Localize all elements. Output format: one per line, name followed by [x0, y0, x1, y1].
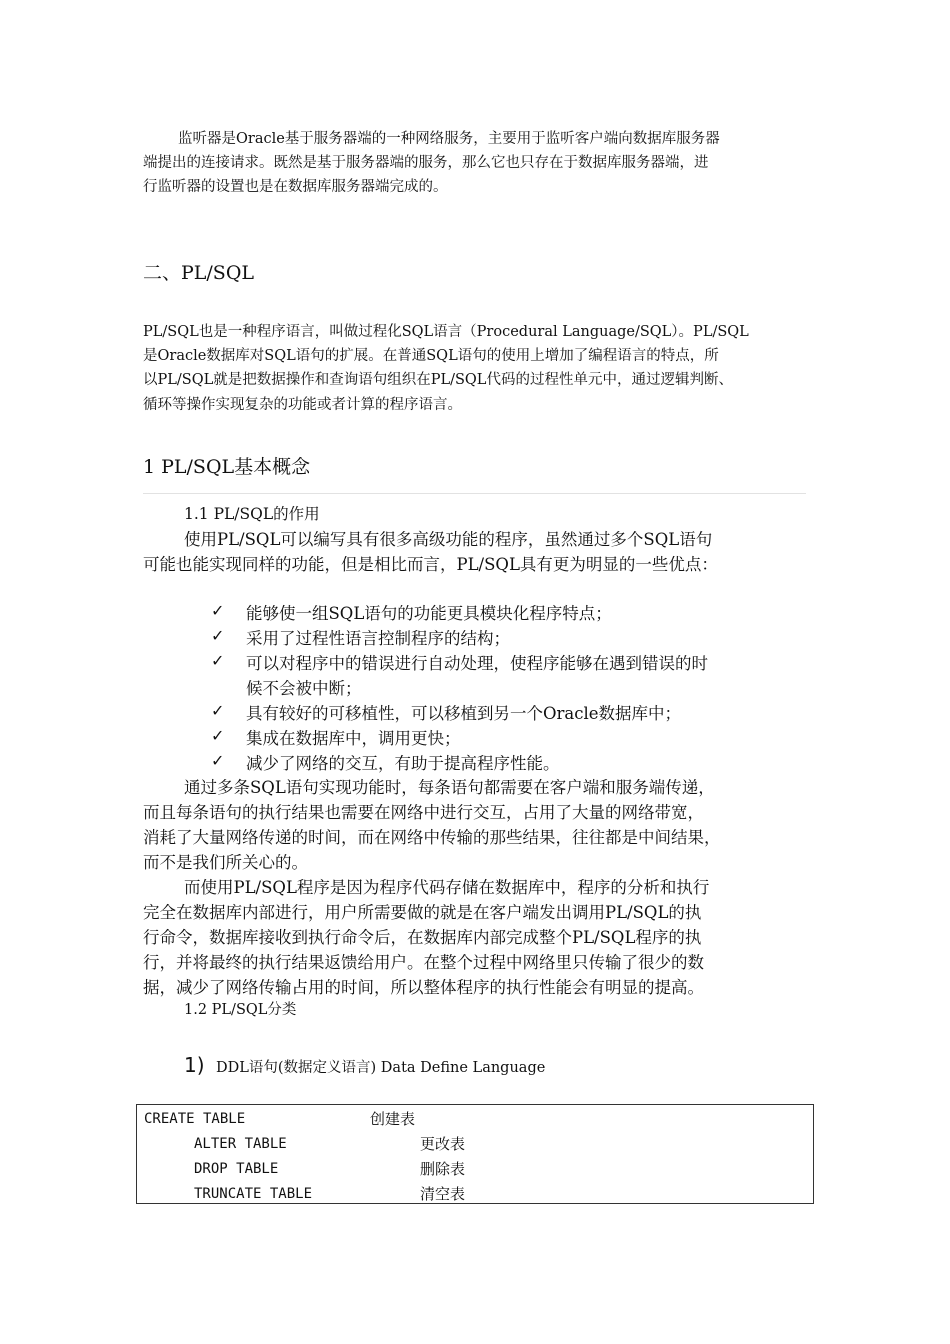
plsql-line-3: 以PL/SQL就是把数据操作和查询语句组织在PL/SQL代码的过程性单元中，通过逻辑判断、: [143, 372, 733, 388]
subheading-role: 1.1 PL/SQL的作用: [184, 505, 320, 523]
para2-line-4: 行，并将最终的执行结果返馈给用户。在整个过程中网络里只传输了很少的数: [143, 953, 704, 972]
para1-line-3: 消耗了大量网络传递的时间，而在网络中传输的那些结果，往往都是中间结果，: [143, 828, 721, 847]
para2-line-2: 完全在数据库内部进行，用户所需要做的就是在客户端发出调用PL/SQL的执: [143, 903, 702, 922]
para2-line-3: 行命令，数据库接收到执行命令后，在数据库内部完成整个PL/SQL程序的执: [143, 928, 702, 947]
ddl-command: TRUNCATE TABLE: [194, 1186, 313, 1202]
check-icon: ✓: [211, 651, 225, 670]
section-divider: [143, 493, 806, 494]
role-intro-line-2: 可能也能实现同样的功能，但是相比而言，PL/SQL具有更为明显的一些优点：: [143, 555, 718, 574]
intro-line-1: 监听器是Oracle基于服务器端的一种网络服务，主要用于监听客户端向数据库服务器: [178, 131, 720, 147]
advantage-item-3: 可以对程序中的错误进行自动处理，使程序能够在遇到错误的时: [246, 654, 708, 673]
plsql-line-1: PL/SQL也是一种程序语言，叫做过程化SQL语言（Procedural Language/SQL）。PL/SQL: [143, 324, 749, 340]
check-icon: ✓: [211, 726, 225, 745]
section-heading-basic-concepts: 1 PL/SQL基本概念: [143, 456, 311, 478]
section-heading-plsql: 二、PL/SQL: [143, 262, 255, 284]
plsql-line-2: 是Oracle数据库对SQL语句的扩展。在普通SQL语句的使用上增加了编程语言的特点，所: [143, 348, 719, 364]
check-icon: ✓: [211, 701, 225, 720]
role-intro-line-1: 使用PL/SQL可以编写具有很多高级功能的程序，虽然通过多个SQL语句: [184, 530, 713, 549]
check-icon: ✓: [211, 751, 225, 770]
para1-line-4: 而不是我们所关心的。: [143, 853, 308, 872]
ddl-command: ALTER TABLE: [194, 1136, 287, 1152]
advantage-item-1: 能够使一组SQL语句的功能更具模块化程序特点；: [246, 604, 612, 623]
ddl-description: 创建表: [370, 1110, 416, 1128]
check-icon: ✓: [211, 626, 225, 645]
ddl-description: 删除表: [420, 1160, 466, 1178]
plsql-line-4: 循环等操作实现复杂的功能或者计算的程序语言。: [143, 397, 462, 413]
list-number: 1): [184, 1053, 205, 1077]
ddl-command-table: [136, 1104, 814, 1204]
advantage-item-4: 具有较好的可移植性，可以移植到另一个Oracle数据库中；: [246, 704, 682, 723]
advantage-item-2: 采用了过程性语言控制程序的结构；: [246, 629, 510, 648]
ddl-command: DROP TABLE: [194, 1161, 279, 1177]
advantage-item-5: 集成在数据库中，调用更快；: [246, 729, 461, 748]
ddl-description: 更改表: [420, 1135, 466, 1153]
advantage-item-6: 减少了网络的交互，有助于提高程序性能。: [246, 754, 560, 773]
para1-line-2: 而且每条语句的执行结果也需要在网络中进行交互，占用了大量的网络带宽，: [143, 803, 704, 822]
intro-line-2: 端提出的连接请求。既然是基于服务器端的服务，那么它也只存在于数据库服务器端，进: [143, 155, 709, 171]
ddl-item-title: DDL语句(数据定义语言) Data Define Language: [216, 1060, 546, 1076]
check-icon: ✓: [211, 601, 225, 620]
para2-line-5: 据，减少了网络传输占用的时间，所以整体程序的执行性能会有明显的提高。: [143, 978, 704, 997]
para2-line-1: 而使用PL/SQL程序是因为程序代码存储在数据库中，程序的分析和执行: [184, 878, 710, 897]
subheading-classification: 1.2 PL/SQL分类: [184, 1002, 297, 1018]
intro-line-3: 行监听器的设置也是在数据库服务器端完成的。: [143, 179, 448, 195]
ddl-command: CREATE TABLE: [144, 1111, 246, 1127]
ddl-description: 清空表: [420, 1185, 466, 1203]
advantage-item-3-continued: 候不会被中断；: [246, 679, 362, 698]
para1-line-1: 通过多条SQL语句实现功能时，每条语句都需要在客户端和服务端传递，: [184, 778, 715, 797]
